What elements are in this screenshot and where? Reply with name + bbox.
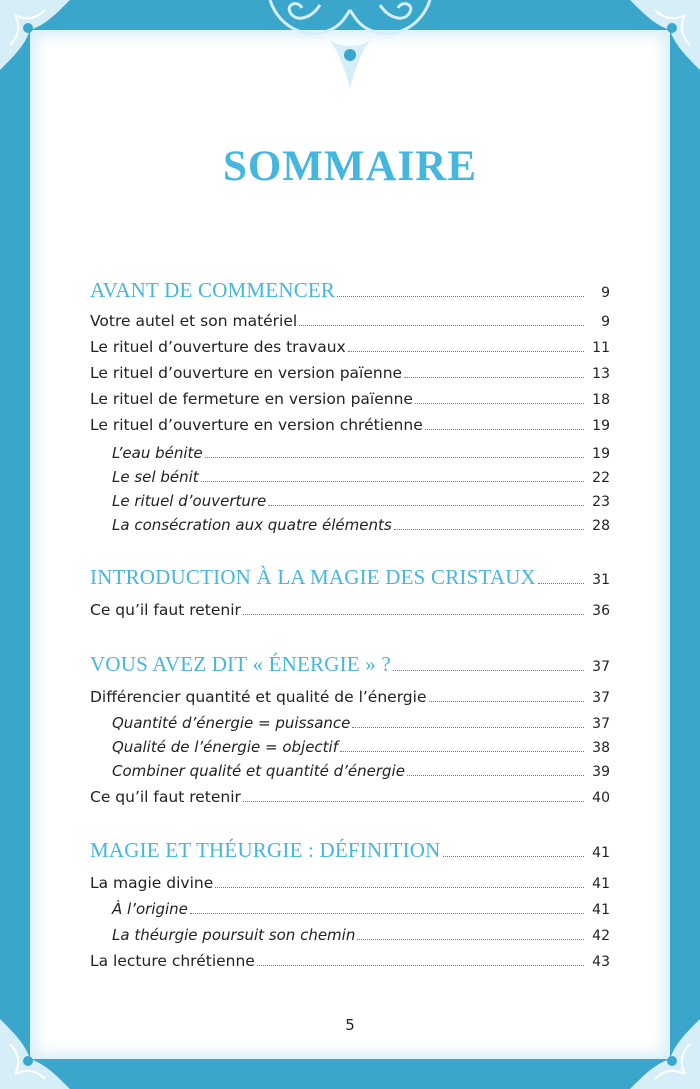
toc-entry-row	[90, 338, 610, 364]
dot-leader	[415, 403, 584, 404]
dot-leader	[190, 913, 584, 914]
toc-label: À l’origine	[112, 900, 188, 918]
toc-page-number: 37	[592, 659, 610, 675]
toc-sub-row	[90, 516, 610, 542]
toc-label: La lecture chrétienne	[90, 952, 255, 970]
dot-leader	[243, 801, 584, 802]
dot-leader	[340, 751, 584, 752]
toc-sub-row	[90, 468, 610, 494]
toc-label: Qualité de l’énergie = objectif	[112, 738, 338, 756]
toc-label: VOUS AVEZ DIT « ÉNERGIE » ?	[90, 652, 391, 676]
dot-leader	[348, 351, 584, 352]
page-title: SOMMAIRE	[222, 143, 478, 190]
toc-label: Ce qu’il faut retenir	[90, 788, 241, 806]
ornament-corner-top-left-icon	[0, 0, 100, 100]
toc-sub-row	[90, 738, 610, 764]
toc-entry-row	[90, 601, 610, 627]
toc-label: Le rituel d’ouverture des travaux	[90, 338, 346, 356]
toc-label: Différencier quantité et qualité de l’énergie	[90, 688, 427, 706]
toc-label: Le sel bénit	[112, 468, 199, 486]
ornament-corner-top-right-icon	[600, 0, 700, 100]
dot-leader	[337, 296, 584, 297]
toc-page-number: 19	[592, 418, 610, 434]
toc-page-number: 42	[592, 928, 610, 944]
toc-page-number: 18	[592, 392, 610, 408]
toc-entry-row	[90, 788, 610, 814]
toc-section-row	[90, 565, 610, 591]
toc-entry-row	[90, 688, 610, 714]
dot-leader	[404, 377, 584, 378]
dot-leader	[425, 429, 584, 430]
dot-leader	[394, 529, 584, 530]
dot-leader	[443, 856, 584, 857]
toc-page-number: 36	[592, 603, 610, 619]
dot-leader	[257, 965, 584, 966]
toc-sub-row	[90, 762, 610, 788]
toc-label: INTRODUCTION À LA MAGIE DES CRISTAUX	[90, 565, 536, 589]
toc-page-number: 37	[592, 690, 610, 706]
dot-leader	[299, 325, 584, 326]
toc-sub-row	[90, 714, 610, 740]
toc-page-number: 28	[592, 518, 610, 534]
toc-page-number: 37	[592, 716, 610, 732]
toc-page-number: 43	[592, 954, 610, 970]
toc-page-number: 41	[592, 845, 610, 861]
toc-label: Quantité d’énergie = puissance	[112, 714, 351, 732]
toc-page-number: 22	[592, 470, 610, 486]
dot-leader	[268, 505, 584, 506]
toc-sub-row	[90, 444, 610, 470]
toc-section-row	[90, 278, 610, 304]
toc-label: La théurgie poursuit son chemin	[112, 926, 356, 944]
toc-page-number: 40	[592, 790, 610, 806]
toc-entry-row	[90, 416, 610, 442]
toc-label: L’eau bénite	[112, 444, 203, 462]
toc-page-number: 9	[601, 314, 610, 330]
dot-leader	[407, 775, 584, 776]
toc-page-number: 19	[592, 446, 610, 462]
toc-label: Le rituel d’ouverture en version païenne	[90, 364, 403, 382]
toc-page-number: 13	[592, 366, 610, 382]
toc-label: Ce qu’il faut retenir	[90, 601, 241, 619]
dot-leader	[393, 670, 584, 671]
toc-label: Le rituel d’ouverture	[112, 492, 267, 510]
dot-leader	[215, 887, 584, 888]
toc-label: Le rituel d’ouverture en version chrétienne	[90, 416, 423, 434]
toc-page-number: 11	[592, 340, 610, 356]
toc-label: AVANT DE COMMENCER	[90, 278, 336, 302]
toc-entry-row	[90, 874, 610, 900]
toc-entry-row	[90, 952, 610, 978]
dot-leader	[205, 457, 584, 458]
dot-leader	[352, 727, 584, 728]
dot-leader	[429, 701, 585, 702]
dot-leader	[201, 481, 584, 482]
toc-sub-row	[90, 900, 610, 926]
toc-page-number: 41	[592, 876, 610, 892]
toc-page-number: 9	[601, 285, 610, 301]
toc-label: Votre autel et son matériel	[90, 312, 298, 330]
ornament-top-icon	[250, 0, 450, 90]
toc-label: La magie divine	[90, 874, 214, 892]
toc-entry-row	[90, 312, 610, 338]
toc-section-row	[90, 652, 610, 678]
toc-label: La consécration aux quatre éléments	[112, 516, 392, 534]
dot-leader	[357, 939, 584, 940]
toc-sub-row	[90, 492, 610, 518]
ornament-corner-bottom-left-icon	[0, 989, 100, 1089]
toc-page-number: 39	[592, 764, 610, 780]
toc-entry-row	[90, 364, 610, 390]
toc-page-number: 23	[592, 494, 610, 510]
toc-page-number: 38	[592, 740, 610, 756]
dot-leader	[538, 583, 584, 584]
ornament-corner-bottom-right-icon	[600, 989, 700, 1089]
toc-label: MAGIE ET THÉURGIE : DÉFINITION	[90, 838, 441, 862]
toc-section-row	[90, 838, 610, 864]
toc-page-number: 41	[592, 902, 610, 918]
page-number: 5	[345, 1016, 355, 1034]
toc-label: Le rituel de fermeture en version païenne	[90, 390, 413, 408]
toc-page-number: 31	[592, 572, 610, 588]
toc-label: Combiner qualité et quantité d’énergie	[112, 762, 405, 780]
dot-leader	[243, 614, 584, 615]
toc-entry-row	[90, 390, 610, 416]
toc-sub-row	[90, 926, 610, 952]
